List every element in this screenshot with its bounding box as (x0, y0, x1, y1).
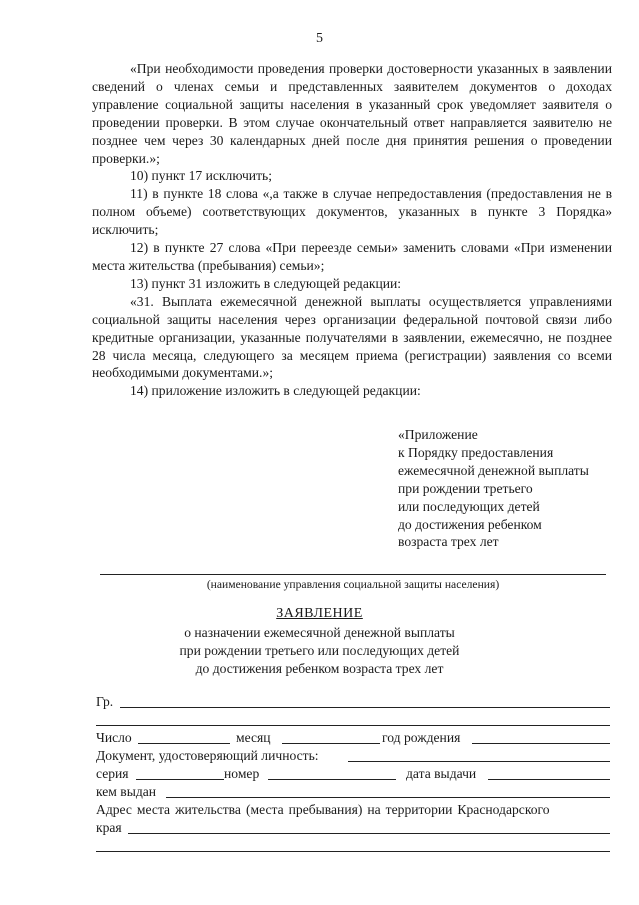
issued-by-row (96, 782, 610, 800)
address-row-3 (96, 836, 610, 854)
number-field[interactable] (268, 779, 396, 780)
form-title-text: ЗАЯВЛЕНИЕ (276, 606, 363, 621)
subtitle-line: о назначении ежемесячной денежной выплаты (184, 625, 455, 640)
form-subtitle (0, 624, 639, 678)
series-field[interactable] (136, 779, 224, 780)
page-number: 5 (316, 31, 323, 46)
authority-name-line[interactable] (100, 574, 606, 575)
citizen-row-2 (96, 710, 610, 728)
appendix-line: «Приложение (398, 427, 478, 442)
month-field[interactable] (282, 743, 380, 744)
paragraph: 10) пункт 17 исключить; (130, 168, 272, 184)
id-document-field[interactable] (348, 761, 610, 762)
address-field[interactable] (128, 833, 610, 834)
appendix-line: ежемесячной денежной выплаты (398, 462, 589, 478)
paragraph: 13) пункт 31 изложить в следующей редакции: (130, 275, 402, 291)
subtitle-line: до достижения ребенком возраста трех лет (195, 660, 444, 676)
birth-date-row (96, 728, 610, 746)
subtitle-line: при рождении третьего или последующих детей (179, 642, 460, 658)
address-row (96, 800, 610, 818)
appendix-header (398, 426, 589, 551)
series-label: серия (96, 766, 129, 781)
citizen-row (96, 692, 610, 710)
appendix-line: к Порядку предоставления (398, 444, 554, 460)
address-field-2[interactable] (96, 851, 610, 852)
paragraph: 12) в пункте 27 слова «При переезде семьи» заменить словами «При изменении места жительства (пребывания) семьи»; (92, 240, 612, 273)
birth-year-field[interactable] (472, 743, 610, 744)
citizen-name-field[interactable] (120, 707, 610, 708)
issued-by-field[interactable] (166, 797, 610, 798)
authority-name-caption: (наименование управления социальной защиты населения) (206, 578, 500, 591)
paragraph: «При необходимости проведения проверки достоверности указанных в заявлении сведений о членах семьи и представленных заявителем документов о доходах управление социальной защиты населения в указанный срок уведомляет заявителя о проведении проверки. В этом случае окончательный ответ направляется заявителю не позднее чем через 30 календарных дней после дня принятия решения о проведении проверки.»; (92, 61, 612, 166)
appendix-line: или последующих детей (398, 498, 540, 514)
address-row-2 (96, 818, 610, 836)
paragraph: 14) приложение изложить в следующей редакции: (130, 383, 421, 399)
series-row (96, 764, 610, 782)
id-document-row (96, 746, 610, 764)
citizen-label: Гр. (96, 694, 114, 709)
citizen-name-field-2[interactable] (96, 725, 610, 726)
appendix-line: возраста трех лет (398, 534, 499, 550)
form-title (0, 606, 639, 622)
day-label: Число (96, 730, 132, 745)
day-field[interactable] (138, 743, 230, 744)
paragraph: 11) в пункте 18 слова «,а также в случае непредоставления (предоставления не в полном объеме) соответствующих документов, указанных в пункте 3 Порядка» исключить; (92, 186, 612, 238)
number-label: номер (224, 766, 260, 781)
issue-date-label: дата выдачи (406, 766, 477, 781)
appendix-line: при рождении третьего (398, 480, 533, 496)
address-label: Адрес места жительства (места пребывания) на территории Краснодарского (96, 802, 550, 817)
address-label-2: края (96, 820, 122, 835)
paragraph: «31. Выплата ежемесячной денежной выплаты осуществляется управлениями социальной защиты населения через организации федеральной почтовой связи либо кредитные организации, указанные получателями в заявлении, ежемесячно, не позднее 28 числа месяца, следующего за месяцем приема (регистрации) заявления со всеми необходимыми документами.»; (92, 293, 612, 381)
amendment-text (92, 60, 612, 400)
appendix-line: до достижения ребенком (398, 516, 542, 532)
birth-year-label: год рождения (382, 730, 461, 745)
issued-by-label: кем выдан (96, 784, 157, 799)
issue-date-field[interactable] (488, 779, 610, 780)
id-document-label: Документ, удостоверяющий личность: (96, 748, 319, 763)
month-label: месяц (236, 730, 271, 745)
